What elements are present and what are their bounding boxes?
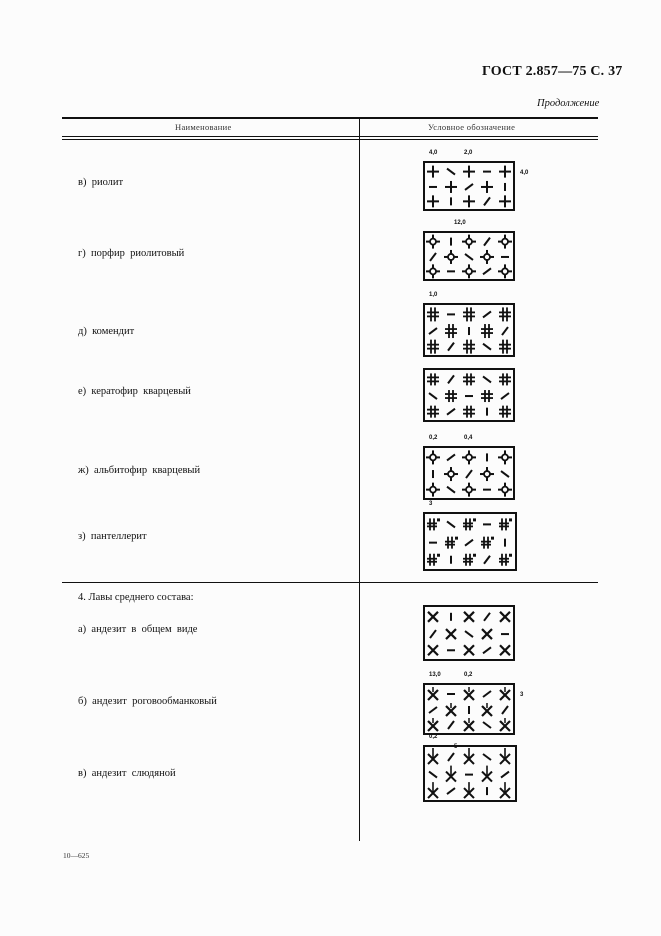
svg-text:12,0: 12,0 bbox=[454, 220, 466, 226]
svg-text:5: 5 bbox=[454, 744, 458, 750]
row-label-rhyolite-porphyry: г) порфир риолитовый bbox=[78, 248, 185, 259]
svg-text:4,0: 4,0 bbox=[429, 150, 438, 156]
column-header-name: Наименование bbox=[175, 122, 232, 132]
svg-text:13,0: 13,0 bbox=[429, 672, 441, 678]
svg-text:3: 3 bbox=[520, 692, 524, 698]
symbol-pantellerite bbox=[404, 501, 534, 588]
header-bottom-rule-1 bbox=[62, 136, 598, 137]
row-label-andesite-hornblende: б) андезит роговообманковый bbox=[78, 696, 217, 707]
symbol-rhyolite bbox=[404, 140, 534, 228]
svg-text:0,2: 0,2 bbox=[429, 734, 438, 740]
svg-text:4,0: 4,0 bbox=[520, 170, 529, 176]
symbol-andesite-general bbox=[404, 602, 534, 678]
row-label-comendite: д) комендит bbox=[78, 326, 135, 337]
column-divider bbox=[359, 117, 360, 841]
section-title-intermediate-lavas: 4. Лавы среднего состава: bbox=[78, 592, 194, 603]
row-label-albitophyre: ж) альбитофир кварцевый bbox=[78, 465, 201, 476]
symbol-albitophyre bbox=[404, 428, 534, 517]
svg-text:0,2: 0,2 bbox=[429, 435, 438, 441]
footer-code: 10—625 bbox=[63, 851, 90, 860]
svg-text:2,0: 2,0 bbox=[464, 150, 473, 156]
column-header-symbol: Условное обозначение bbox=[428, 122, 516, 132]
svg-text:3: 3 bbox=[429, 501, 433, 507]
continuation-label: Продолжение bbox=[537, 98, 600, 109]
table-top-rule bbox=[62, 117, 598, 119]
row-label-keratophyre: е) кератофир кварцевый bbox=[78, 386, 191, 397]
page-header-title: ГОСТ 2.857—75 С. 37 bbox=[482, 64, 623, 79]
svg-text:1,0: 1,0 bbox=[429, 292, 438, 298]
svg-text:0,2: 0,2 bbox=[464, 672, 473, 678]
row-label-pantellerite: з) пантеллерит bbox=[78, 531, 147, 542]
row-label-rhyolite: в) риолит bbox=[78, 177, 124, 188]
symbol-comendite bbox=[404, 284, 534, 374]
svg-text:0,4: 0,4 bbox=[464, 435, 473, 441]
row-label-andesite-general: а) андезит в общем виде bbox=[78, 624, 198, 635]
row-label-andesite-mica: в) андезит слюдяной bbox=[78, 768, 176, 779]
symbol-andesite-mica bbox=[404, 734, 534, 819]
